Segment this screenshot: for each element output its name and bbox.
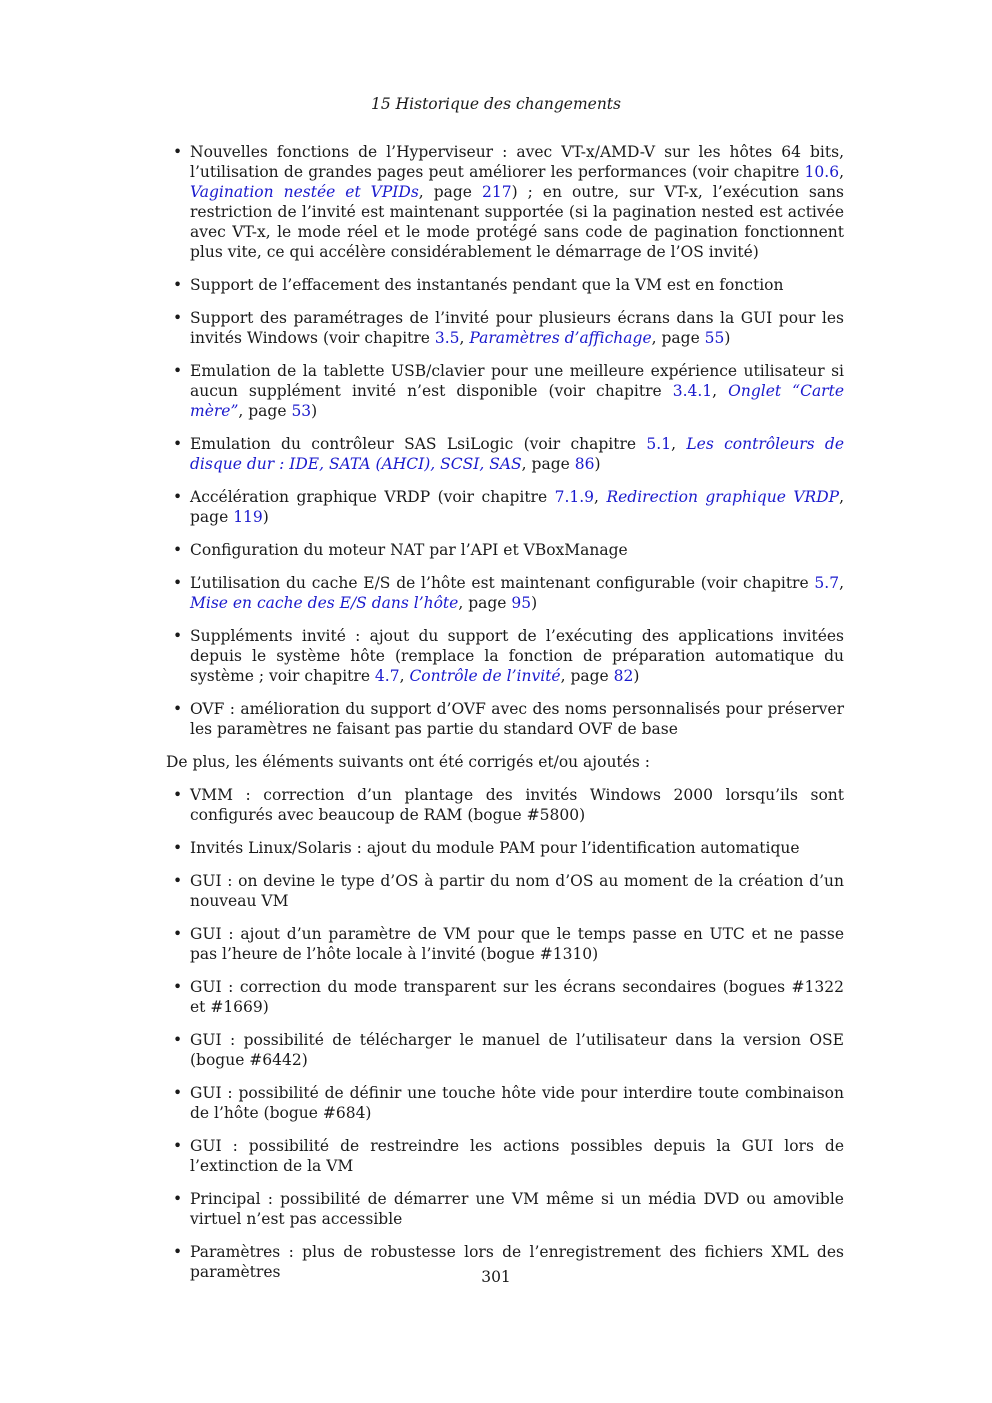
list-item: • GUI : possibilité de télécharger le manuel de l’utilisateur dans la version OSE (bogue #6442)	[173, 1031, 844, 1069]
bullet-icon: •	[173, 362, 183, 380]
list-item: • OVF : amélioration du support d’OVF avec des noms personnalisés pour préserver les paramètres ne faisant pas partie du standard OVF de base	[173, 700, 844, 738]
bullet-icon: •	[173, 435, 183, 453]
intro-paragraph: De plus, les éléments suivants ont été corrigés et/ou ajoutés :	[166, 753, 650, 771]
bullet-icon: •	[173, 925, 183, 943]
features-list	[166, 142, 844, 739]
page-ref-link[interactable]: 217	[481, 183, 512, 201]
chapter-ref-link[interactable]: 7.1.9	[554, 488, 595, 506]
bullet-icon: •	[173, 574, 183, 592]
list-item: • Invités Linux/Solaris : ajout du module PAM pour l’identification automatique	[173, 839, 800, 857]
chapter-ref-link[interactable]: 5.1	[646, 435, 672, 453]
bullet-icon: •	[173, 1084, 183, 1102]
chapter-ref-link[interactable]: 10.6	[804, 163, 840, 181]
list-item: • GUI : possibilité de restreindre les actions possibles depuis la GUI lors de l’extinction de la VM	[173, 1137, 844, 1175]
bullet-icon: •	[173, 872, 183, 890]
page-ref-link[interactable]: 86	[574, 455, 595, 473]
bullet-icon: •	[173, 309, 183, 327]
list-item: • Nouvelles fonctions de l’Hyperviseur : avec VT-x/AMD-V sur les hôtes 64 bits, l’utilisation de grandes pages peut améliorer les performances (voir chapitre 10.6, Vagination nestée et VPIDs, page 217) ; en outre, sur VT-x, l’exécution sans restriction de l’invité est maintenant supportée (si la pagination nested est activée avec VT-x, le mode réel et le mode protégé sans code de pagination fonctionnent plus vite, ce qui accélère considérablement le démarrage de l’OS invité)	[173, 143, 845, 261]
bullet-icon: •	[173, 700, 183, 718]
chapter-ref-link[interactable]: 3.5	[434, 329, 460, 347]
list-item: • GUI : correction du mode transparent sur les écrans secondaires (bogues #1322 et #1669)	[173, 978, 844, 1016]
bullet-icon: •	[173, 839, 183, 857]
bullet-icon: •	[173, 1190, 183, 1208]
section-title-link[interactable]: Mise en cache des E/S dans l’hôte	[190, 594, 459, 612]
bullet-icon: •	[173, 786, 183, 804]
page-ref-link[interactable]: 53	[291, 402, 312, 420]
section-title-link[interactable]: Paramètres d’affichage	[469, 329, 652, 347]
bullet-icon: •	[173, 488, 183, 506]
bullet-icon: •	[173, 1137, 183, 1155]
list-item: • Paramètres : plus de robustesse lors de l’enregistrement des fichiers XML des paramètres	[173, 1243, 844, 1281]
running-header: 15 Historique des changements	[370, 95, 621, 113]
bullet-icon: •	[173, 1031, 183, 1049]
page-ref-link[interactable]: 119	[233, 508, 263, 526]
page-number: 301	[481, 1268, 511, 1286]
list-item: • Support des paramétrages de l’invité pour plusieurs écrans dans la GUI pour les invités Windows (voir chapitre 3.5, Paramètres d’affichage, page 55)	[173, 309, 844, 347]
list-item: • Accélération graphique VRDP (voir chapitre 7.1.9, Redirection graphique VRDP, page 119)	[173, 488, 844, 526]
fixes-list	[166, 785, 844, 1282]
list-item: • GUI : possibilité de définir une touche hôte vide pour interdire toute combinaison de l’hôte (bogue #684)	[173, 1084, 844, 1122]
list-item: • Configuration du moteur NAT par l’API et VBoxManage	[173, 541, 628, 559]
chapter-ref-link[interactable]: 3.4.1	[672, 382, 713, 400]
page-ref-link[interactable]: 55	[704, 329, 725, 347]
section-title-link[interactable]: Contrôle de l’invité	[409, 667, 561, 685]
page-ref-link[interactable]: 82	[613, 667, 634, 685]
chapter-ref-link[interactable]: 4.7	[374, 667, 400, 685]
list-item: • VMM : correction d’un plantage des invités Windows 2000 lorsqu’ils sont configurés avec beaucoup de RAM (bogue #5800)	[173, 786, 844, 824]
bullet-icon: •	[173, 541, 183, 559]
list-item: • Suppléments invité : ajout du support de l’exécuting des applications invitées depuis le système hôte (remplace la fonction de préparation automatique du système ; voir chapitre 4.7, Contrôle de l’invité, page 82)	[173, 627, 844, 685]
section-title-link[interactable]: Vagination nestée et VPIDs	[190, 183, 419, 201]
list-item: • Support de l’effacement des instantanés pendant que la VM est en fonction	[173, 276, 784, 294]
page-ref-link[interactable]: 95	[511, 594, 532, 612]
bullet-icon: •	[173, 1243, 183, 1261]
list-item: • Emulation de la tablette USB/clavier pour une meilleure expérience utilisateur si aucun supplément invité n’est disponible (voir chapitre 3.4.1, Onglet “Carte mère”, page 53)	[173, 362, 844, 420]
section-title-link[interactable]: Les contrôleurs de disque dur : IDE, SATA (AHCI), SCSI, SAS	[190, 435, 845, 473]
list-item: • GUI : ajout d’un paramètre de VM pour que le temps passe en UTC et ne passe pas l’heure de l’hôte locale à l’invité (bogue #1310)	[173, 925, 844, 963]
bullet-icon: •	[173, 276, 183, 294]
chapter-ref-link[interactable]: 5.7	[814, 574, 840, 592]
bullet-icon: •	[173, 143, 183, 161]
list-item: • Principal : possibilité de démarrer une VM même si un média DVD ou amovible virtuel n’est pas accessible	[173, 1190, 844, 1228]
bullet-icon: •	[173, 627, 183, 645]
page-body	[166, 142, 844, 1295]
section-title-link[interactable]: Onglet “Carte mère”	[190, 382, 844, 420]
bullet-icon: •	[173, 978, 183, 996]
list-item: • Emulation du contrôleur SAS LsiLogic (voir chapitre 5.1, Les contrôleurs de disque dur : IDE, SATA (AHCI), SCSI, SAS, page 86)	[173, 435, 845, 473]
list-item: • GUI : on devine le type d’OS à partir du nom d’OS au moment de la création d’un nouveau VM	[173, 872, 844, 910]
list-item: • L’utilisation du cache E/S de l’hôte est maintenant configurable (voir chapitre 5.7, Mise en cache des E/S dans l’hôte, page 95)	[173, 574, 844, 612]
section-title-link[interactable]: Redirection graphique VRDP	[606, 488, 840, 506]
